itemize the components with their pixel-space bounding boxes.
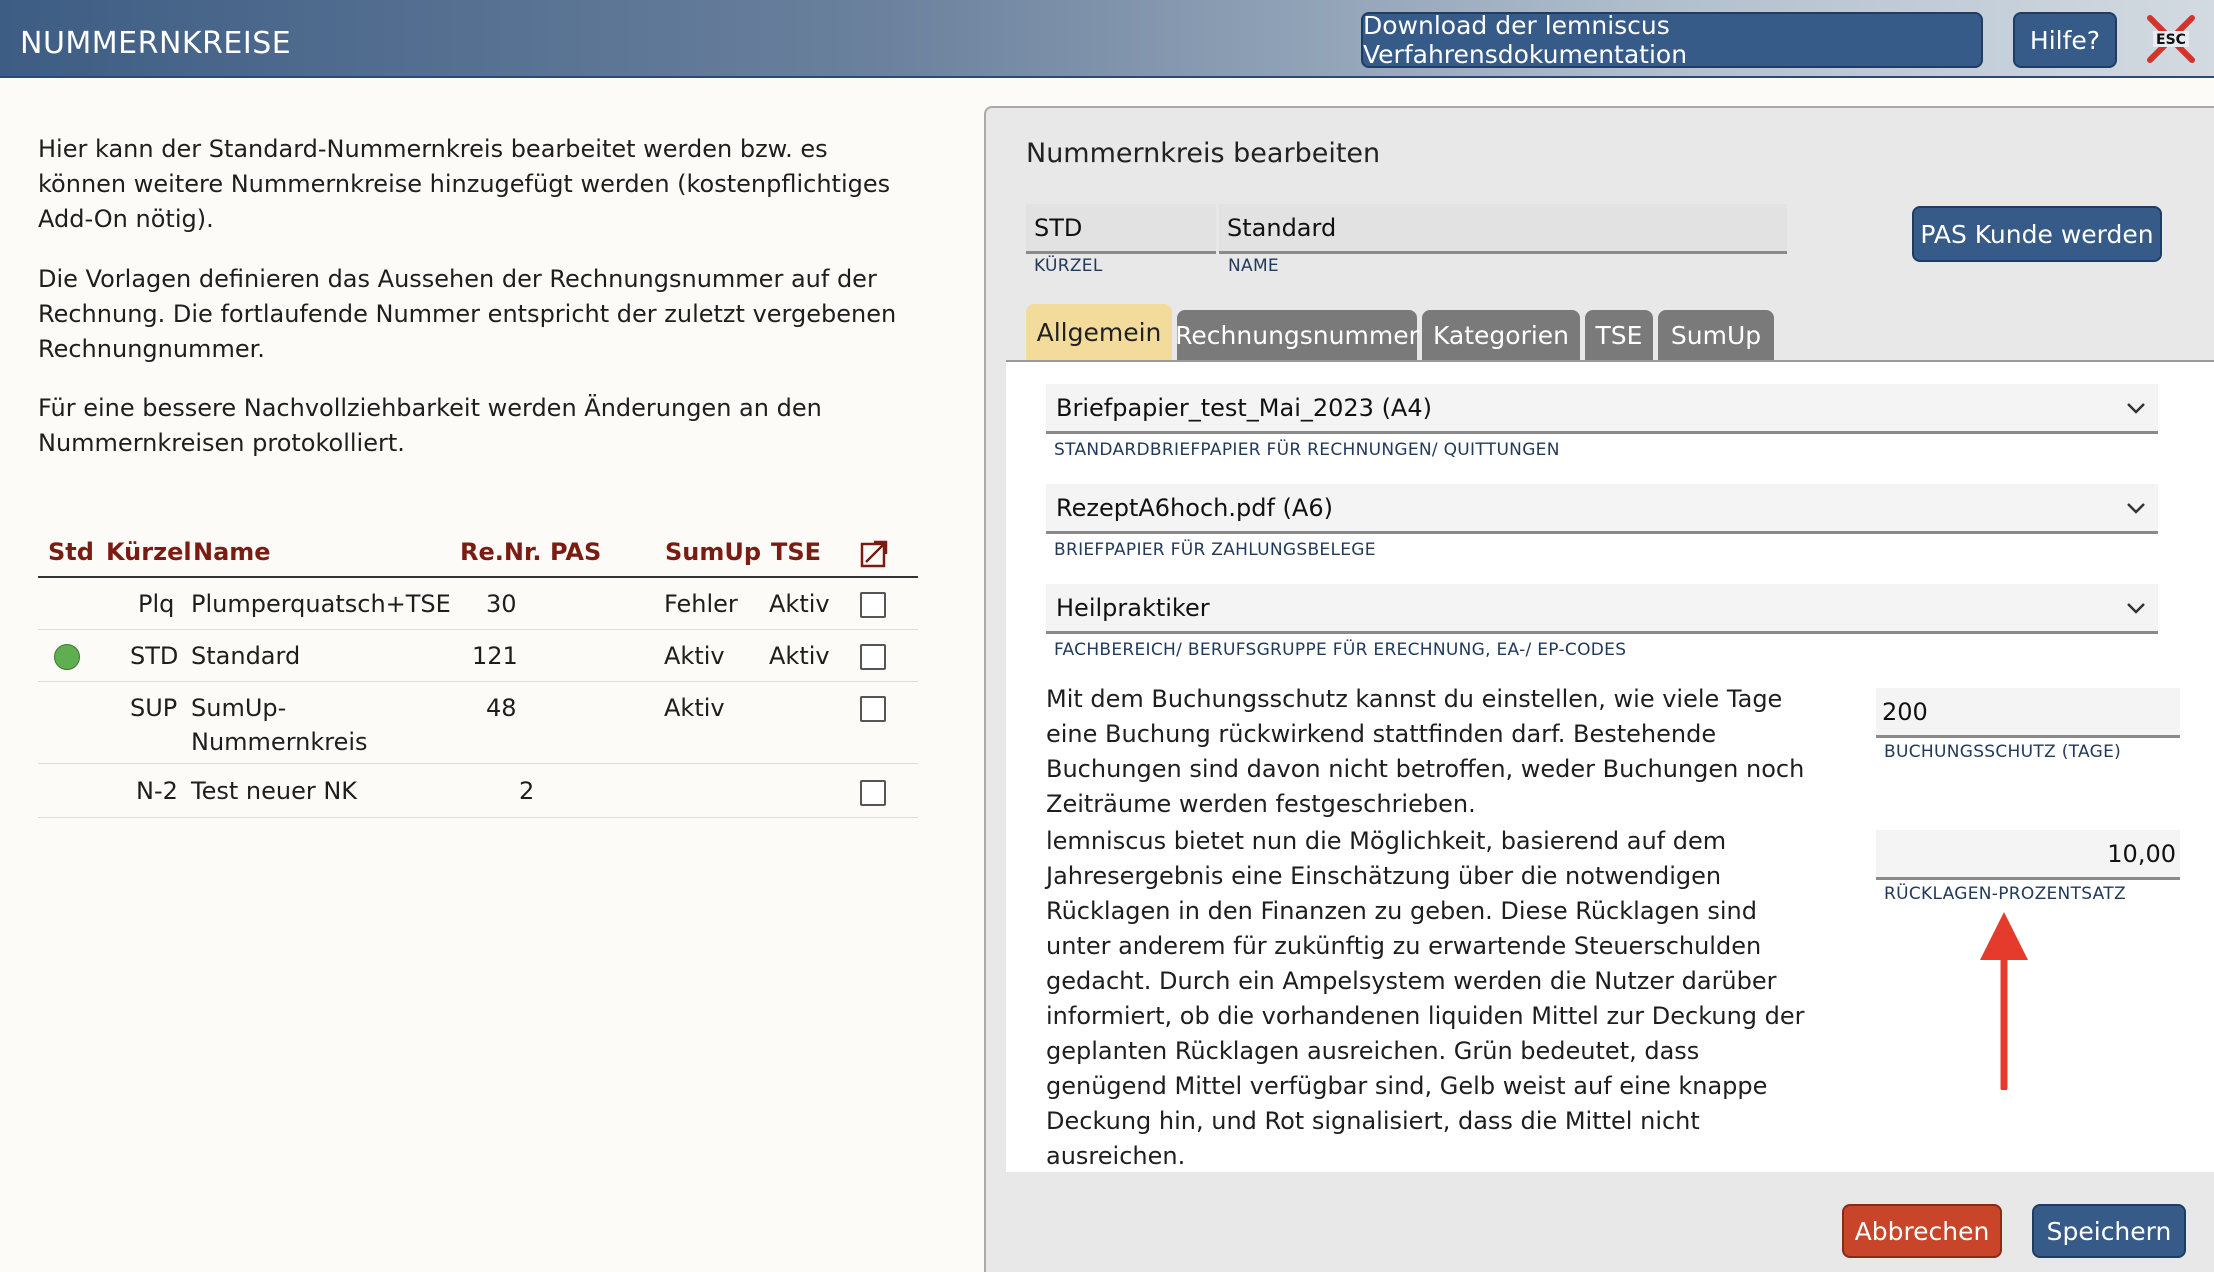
cell-renr: 48 <box>486 694 517 722</box>
standard-indicator-dot <box>54 644 80 670</box>
name-field[interactable]: Standard <box>1219 204 1787 254</box>
nummernkreis-table <box>38 534 918 818</box>
ruecklagen-prozentsatz-input[interactable]: 10,00 <box>1876 830 2180 880</box>
zahlungsbeleg-select-value: RezeptA6hoch.pdf (A6) <box>1056 493 1333 522</box>
esc-close-button[interactable] <box>2146 14 2196 64</box>
edit-export-icon[interactable] <box>860 540 888 568</box>
kuerzel-field[interactable]: STD <box>1026 204 1216 254</box>
intro-paragraph-3: Für eine bessere Nachvollziehbarkeit werden Änderungen an den Nummernkreisen protokolliert. <box>38 394 822 457</box>
cell-kuerzel: N-2 <box>136 777 178 805</box>
edit-panel-title: Nummernkreis bearbeiten <box>1026 138 1381 169</box>
buchungsschutz-description: Mit dem Buchungsschutz kannst du einstellen, wie viele Tage eine Buchung rückwirkend stattfinden darf. Bestehende Buchungen sind davon nicht betroffen, weder Buchungen noch Zeiträume werden festgeschrieben. <box>1046 685 1805 818</box>
name-label: NAME <box>1228 256 1279 276</box>
save-button[interactable]: Speichern <box>2032 1204 2186 1258</box>
svg-text:ESC: ESC <box>2156 32 2186 48</box>
cell-renr: 30 <box>486 590 517 618</box>
fachbereich-label: FACHBEREICH/ BERUFSGRUPPE FÜR ERECHNUNG, EA-/ EP-CODES <box>1054 640 1627 660</box>
buchungsschutz-label: BUCHUNGSSCHUTZ (TAGE) <box>1884 742 2122 762</box>
cell-kuerzel: STD <box>130 642 179 670</box>
briefpapier-select-value: Briefpapier_test_Mai_2023 (A4) <box>1056 393 1432 422</box>
chevron-down-icon <box>2124 396 2148 420</box>
cell-tse: Aktiv <box>769 590 830 618</box>
row-checkbox[interactable] <box>860 780 886 806</box>
table-header <box>38 534 918 578</box>
cell-sumup: Aktiv <box>664 642 725 670</box>
cell-kuerzel: SUP <box>130 694 178 722</box>
intro-paragraph-1: Hier kann der Standard-Nummernkreis bearbeitet werden bzw. es können weitere Nummernkreise hinzugefügt werden (kostenpflichtiges Add-On nötig). <box>38 135 891 233</box>
tab-tse[interactable]: TSE <box>1585 310 1653 360</box>
edit-panel <box>984 106 2214 1272</box>
tab-sumup[interactable]: SumUp <box>1658 310 1774 360</box>
col-name[interactable]: Name <box>193 538 271 566</box>
cell-sumup: Aktiv <box>664 694 725 722</box>
cell-kuerzel: Plq <box>138 590 175 618</box>
col-renr[interactable]: Re.Nr. <box>460 538 542 566</box>
col-tse[interactable]: TSE <box>771 538 822 566</box>
cell-tse: Aktiv <box>769 642 830 670</box>
page-title: NUMMERNKREISE <box>20 26 292 61</box>
chevron-down-icon <box>2124 596 2148 620</box>
cancel-button[interactable]: Abbrechen <box>1842 1204 2002 1258</box>
cell-name: SumUp- <box>191 694 287 722</box>
briefpapier-select[interactable] <box>1046 384 2158 434</box>
cell-name: Test neuer NK <box>191 777 358 805</box>
cell-name: Standard <box>191 642 301 670</box>
fachbereich-select[interactable] <box>1046 584 2158 634</box>
download-doc-button[interactable]: Download der lemniscus Verfahrensdokumentation <box>1361 12 1983 68</box>
ruecklagen-description: lemniscus bietet nun die Möglichkeit, basierend auf dem Jahresergebnis eine Einschätzung über die notwendigen Rücklagen in den Finanzen zu geben. Diese Rücklagen sind unter anderem für zukünftig zu erwartende Steuerschulden gedacht. Durch ein Ampelsystem werden die Nutzer darüber informiert, ob die vorhandenen liquiden Mittel zur Deckung der geplanten Rücklagen ausreichen. Grün bedeutet, dass genügend Mittel verfügbar sind, Gelb weist auf eine knappe Deckung hin, und Rot signalisiert, dass die Mittel nicht ausreichen. <box>1046 827 1805 1170</box>
tab-rechnungsnummer[interactable]: Rechnungsnummer <box>1177 310 1417 360</box>
chevron-down-icon <box>2124 496 2148 520</box>
intro-paragraph-2: Die Vorlagen definieren das Aussehen der Rechnungsnummer auf der Rechnung. Die fortlaufende Nummer entspricht der zuletzt vergebenen Rechnungnummer. <box>38 265 897 363</box>
pas-kunde-button[interactable]: PAS Kunde werden <box>1912 206 2162 262</box>
ruecklagen-label: RÜCKLAGEN-PROZENTSATZ <box>1884 884 2126 904</box>
buchungsschutz-input[interactable]: 200 <box>1876 688 2180 738</box>
cell-name: Plumperquatsch+TSE <box>191 590 451 618</box>
briefpapier-label: STANDARDBRIEFPAPIER FÜR RECHNUNGEN/ QUITTUNGEN <box>1054 440 1560 460</box>
tab-kategorien[interactable]: Kategorien <box>1422 310 1580 360</box>
table-row[interactable] <box>38 764 918 818</box>
kuerzel-label: KÜRZEL <box>1034 256 1103 276</box>
col-kuerzel[interactable]: Kürzel <box>106 538 192 566</box>
col-pas[interactable]: PAS <box>550 538 602 566</box>
cell-name-line2: Nummernkreis <box>191 728 368 756</box>
row-checkbox[interactable] <box>860 592 886 618</box>
zahlungsbeleg-label: BRIEFPAPIER FÜR ZAHLUNGSBELEGE <box>1054 540 1376 560</box>
fachbereich-select-value: Heilpraktiker <box>1056 593 1210 622</box>
table-row[interactable] <box>38 682 918 764</box>
col-std[interactable]: Std <box>48 538 94 566</box>
tab-content-allgemein <box>1006 362 2214 1172</box>
zahlungsbeleg-select[interactable] <box>1046 484 2158 534</box>
cell-renr: 121 <box>472 642 518 670</box>
col-sumup[interactable]: SumUp <box>665 538 762 566</box>
cell-renr: 2 <box>519 777 535 805</box>
close-icon <box>2146 14 2196 64</box>
annotation-arrow-icon <box>1976 910 2032 1090</box>
row-checkbox[interactable] <box>860 644 886 670</box>
row-checkbox[interactable] <box>860 696 886 722</box>
table-row[interactable] <box>38 630 918 682</box>
app-header <box>0 0 2214 78</box>
tab-allgemein[interactable]: Allgemein <box>1026 304 1172 360</box>
cell-sumup: Fehler <box>664 590 738 618</box>
table-row[interactable] <box>38 578 918 630</box>
help-button[interactable]: Hilfe? <box>2013 12 2117 68</box>
